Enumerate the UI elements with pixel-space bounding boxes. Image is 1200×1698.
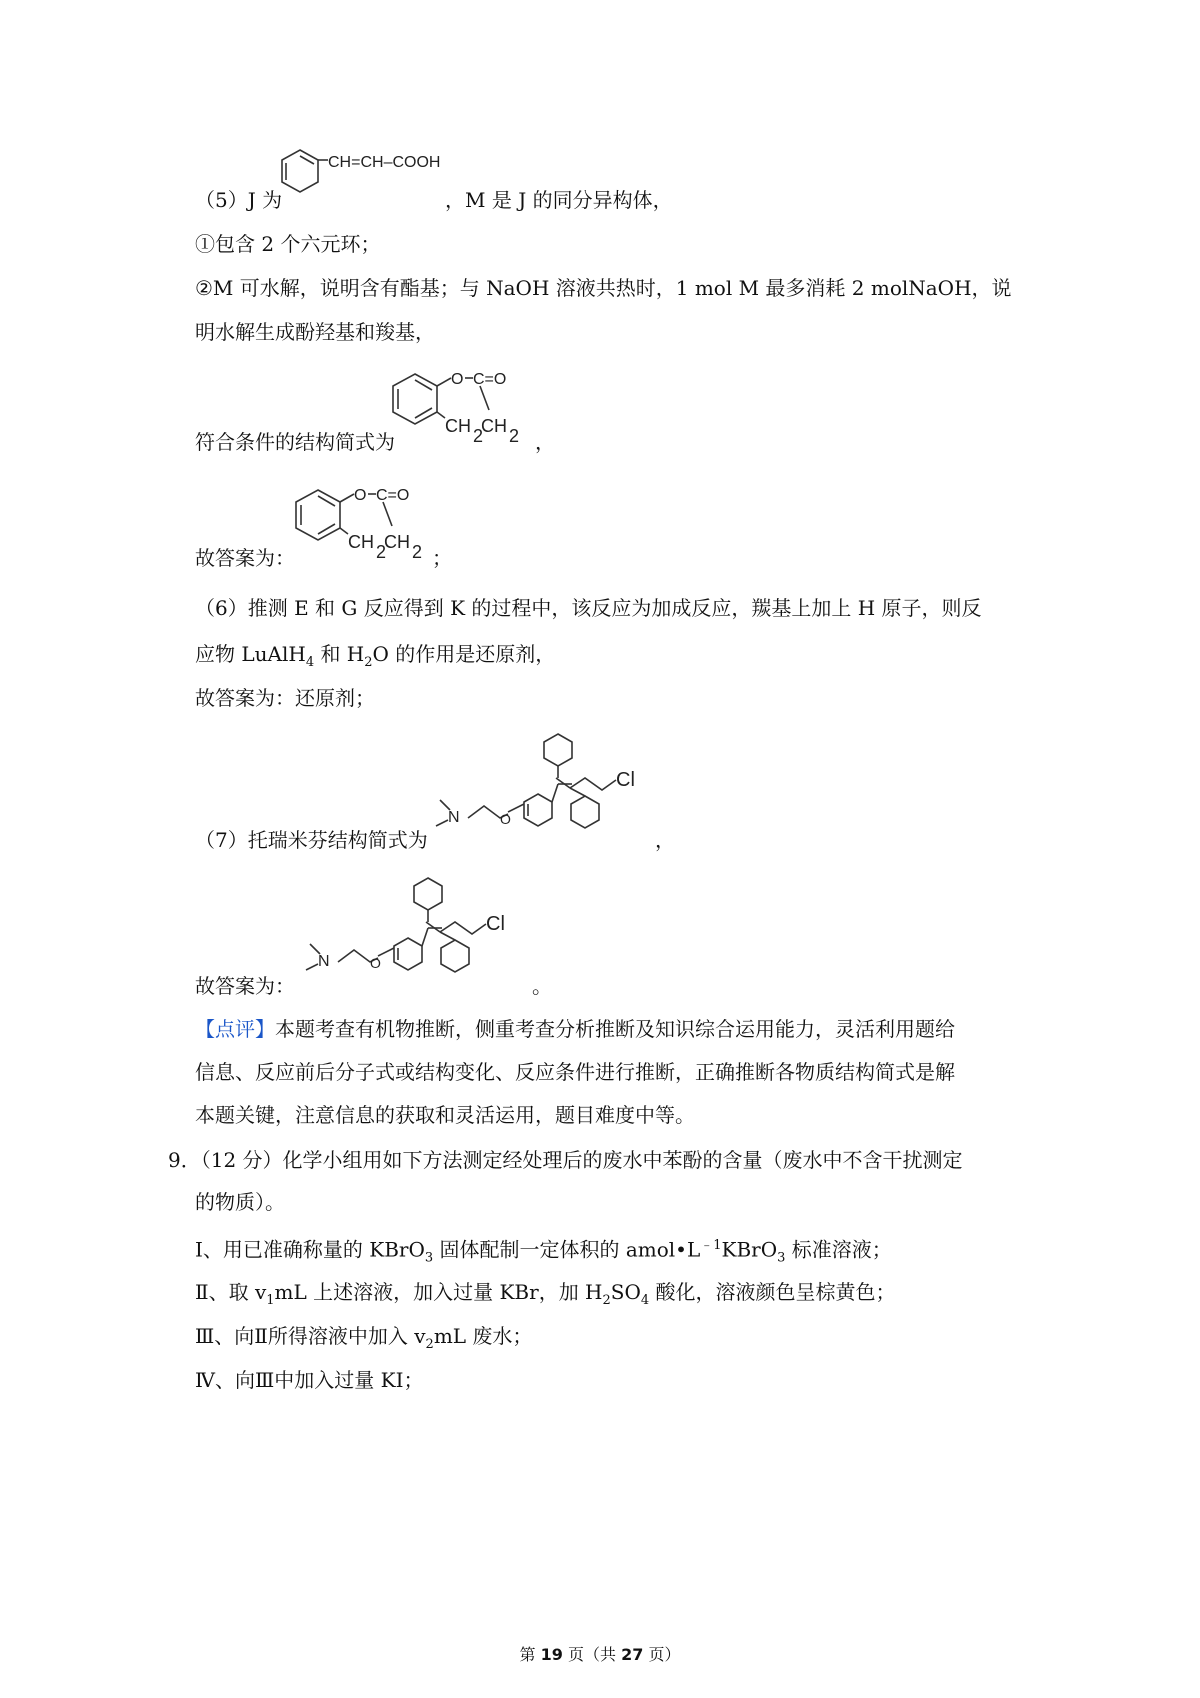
fit-lead: 符合条件的结构简式为 <box>195 430 395 454</box>
svg-text:2: 2 <box>473 426 484 446</box>
step-2: Ⅱ、取 $v_1mL$ 上述溶液，加入过量 KBr，加 $H_2SO_4$ 酸化，溶液颜色呈棕黄色； <box>195 1280 896 1308</box>
step-4: Ⅳ、向Ⅲ中加入过量 KI； <box>195 1368 424 1392</box>
p7-lead: （7）托瑞米芬结构简式为 <box>195 828 428 852</box>
svg-text:2: 2 <box>412 542 423 562</box>
svg-text:2: 2 <box>509 426 520 446</box>
step-3: Ⅲ、向Ⅱ所得溶液中加入 $v_2mL$ 废水； <box>195 1324 533 1352</box>
svg-text:CH: CH <box>445 416 471 436</box>
cinnamic-acid-structure <box>270 140 460 230</box>
p5-lead: （5）J 为 <box>195 188 283 212</box>
cinnamic-label: CH=CH–COOH <box>328 154 441 171</box>
svg-text:2: 2 <box>376 542 387 562</box>
answer-1-tail: ； <box>432 546 452 570</box>
comment-line1: 【点评】本题考查有机物推断，侧重考查分析推断及知识综合运用能力，灵活利用题给 <box>195 1017 955 1041</box>
lactone-structure-2 <box>288 478 438 578</box>
question-9-line2: 的物质）。 <box>195 1190 285 1214</box>
condition-2-line2: 明水解生成酚羟基和羧基， <box>195 320 435 344</box>
page-total: 27 <box>621 1645 644 1664</box>
answer-2: 故答案为：还原剂； <box>195 686 375 710</box>
comment-tag: 【点评】 <box>195 1017 275 1041</box>
svg-text:N: N <box>448 809 460 826</box>
svg-text:N: N <box>318 953 330 970</box>
svg-text:O: O <box>370 955 381 971</box>
question-9-line1: 9．（12 分）化学小组用如下方法测定经处理后的废水中苯酚的含量（废水中不含干扰测定 <box>168 1148 963 1172</box>
answer-1-lead: 故答案为： <box>195 546 295 570</box>
lactone-structure-1 <box>385 362 535 462</box>
page-footer: 第 19 页（共 27 页） <box>519 1645 681 1664</box>
svg-text:CH: CH <box>348 532 374 552</box>
answer-3-lead: 故答案为： <box>195 974 295 998</box>
p6-line1: （6）推测 E 和 G 反应得到 K 的过程中，该反应为加成反应，羰基上加上 H 原子，则反 <box>195 596 982 620</box>
answer-3-tail: 。 <box>532 974 552 998</box>
comment-line2: 信息、反应前后分子式或结构变化、反应条件进行推断，正确推断各物质结构简式是解 <box>195 1060 955 1084</box>
svg-text:C=O: C=O <box>473 371 507 388</box>
step-1: Ⅰ、用已准确称量的 KBrO$_3$ 固体配制一定体积的 $amol•L^{﹣1}KBrO_3$ 标准溶液； <box>195 1237 892 1266</box>
svg-text:Cl: Cl <box>486 913 505 935</box>
condition-1: ①包含 2 个六元环； <box>195 232 381 256</box>
p7-tail: ， <box>655 828 675 852</box>
page-number: 19 <box>540 1645 563 1664</box>
svg-text:O: O <box>500 811 511 827</box>
svg-text:CH: CH <box>384 532 410 552</box>
toremifene-structure-1 <box>420 728 660 863</box>
svg-text:C=O: C=O <box>376 487 410 504</box>
p6-line2: 应物 LuAlH$_4$ 和 $H_2O$ 的作用是还原剂， <box>195 642 556 670</box>
condition-2-line1: ②M 可水解，说明含有酯基；与 NaOH 溶液共热时，1 mol M 最多消耗 2 molNaOH，说 <box>195 276 1012 300</box>
svg-text:CH: CH <box>481 416 507 436</box>
p5-tail: ，M 是 J 的同分异构体， <box>445 188 673 212</box>
svg-text:O: O <box>354 487 367 504</box>
fit-tail: ， <box>535 430 555 454</box>
svg-text:O: O <box>451 371 464 388</box>
svg-text:Cl: Cl <box>616 769 635 791</box>
toremifene-structure-2 <box>290 872 530 1007</box>
comment-line3: 本题关键，注意信息的获取和灵活运用，题目难度中等。 <box>195 1103 695 1127</box>
